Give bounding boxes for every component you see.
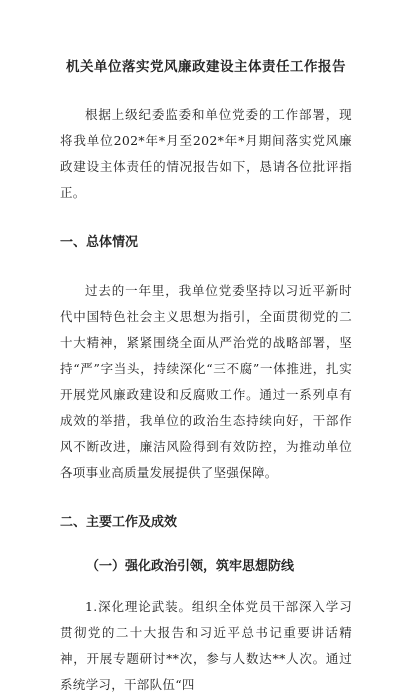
overview-paragraph: 过去的一年里，我单位党委坚持以习近平新时代中国特色社会主义思想为指引，全面贯彻党的二十大精神，紧紧围绕全面从严治党的战略部署，坚持“严”字当头，持续深化“三不腐”一体推进，扎实开展党风廉政建设和反腐败工作。通过一系列卓有成效的举措，我单位的政治生态持续向好，干部作风不断改进，廉洁风险得到有效防控，为推动单位各项事业高质量发展提供了坚强保障。 [60, 283, 352, 480]
document-title: 机关单位落实党风廉政建设主体责任工作报告 [66, 59, 346, 75]
section-heading-main-work: 二、主要工作及成效 [60, 515, 178, 530]
subsection-heading-political-guidance: （一）强化政治引领，筑牢思想防线 [86, 559, 295, 574]
section-heading-overview: 一、总体情况 [60, 235, 139, 250]
intro-paragraph: 根据上级纪委监委和单位党委的工作部署，现将我单位202*年*月至202*年*月期间落实党风廉政建设主体责任的情况报告如下，恳请各位批评指正。 [60, 107, 352, 200]
item-theory-study-paragraph: 1.深化理论武装。组织全体党员干部深入学习贯彻党的二十大报告和习近平总书记重要讲话精神，开展专题研讨**次，参与人数达**人次。通过系统学习，干部队伍“四 [60, 599, 352, 692]
